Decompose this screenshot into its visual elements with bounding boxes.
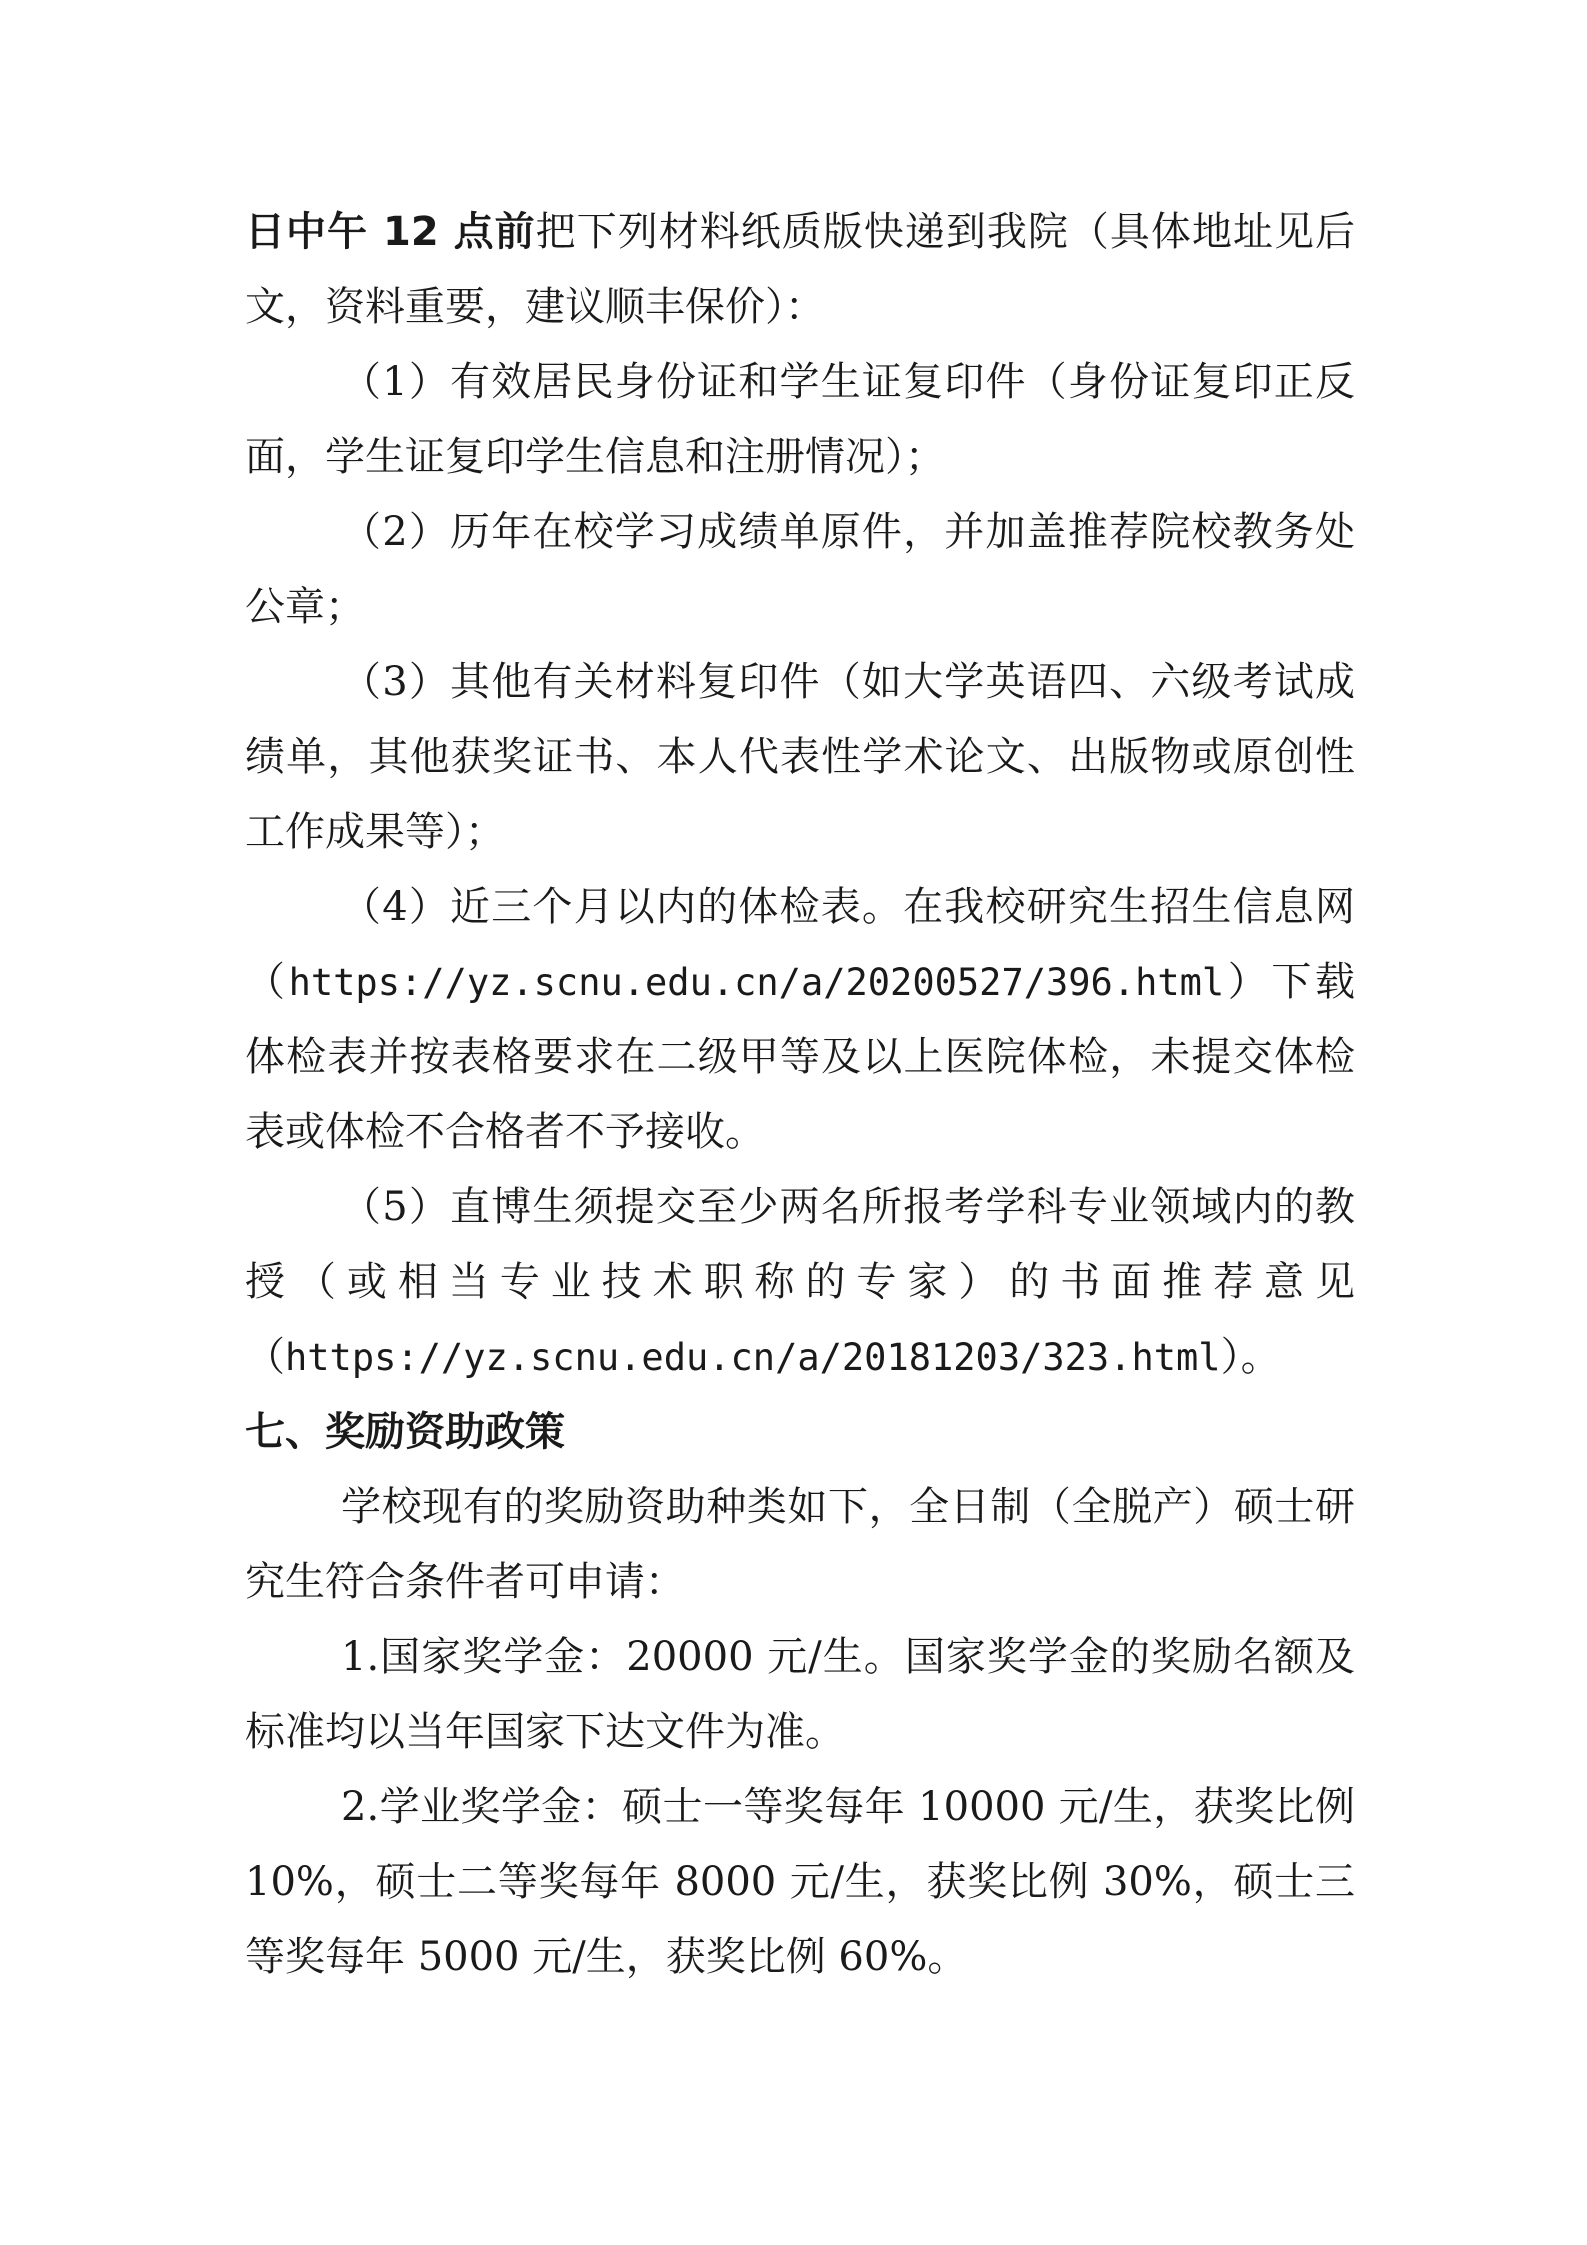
- item-5-text-b: ）。: [1220, 1334, 1281, 1380]
- section-7-intro: 学校现有的奖励资助种类如下，全日制（全脱产）硕士研究生符合条件者可申请：: [245, 1484, 1355, 1605]
- document-page: [245, 195, 1355, 1995]
- paragraph-deadline: [245, 195, 1355, 345]
- item-4-text-b: ）下载体检表并按表格要求在二级甲等及以上医院体检，未提交体检表或体检不合格者不予接收。: [245, 959, 1356, 1155]
- item-4-text-a: （4）近三个月以内的体检表。在我校研究生招生信息网（: [245, 884, 1355, 1005]
- paragraph-item-2: （2）历年在校学习成绩单原件，并加盖推荐院校教务处公章；: [245, 509, 1355, 630]
- paragraph-item-5: [245, 1170, 1355, 1395]
- paragraph-item-4: [245, 870, 1355, 1170]
- item-5-url: https://yz.scnu.edu.cn/a/20181203/323.html: [285, 1336, 1221, 1379]
- paragraph-item-1: （1）有效居民身份证和学生证复印件（身份证复印正反面，学生证复印学生信息和注册情况）；: [245, 359, 1355, 480]
- item-5-text-a: （5）直博生须提交至少两名所报考学科专业领域内的教授（或相当专业技术职称的专家）的书面推荐意见（: [245, 1184, 1355, 1380]
- item-4-url: https://yz.scnu.edu.cn/a/20200527/396.html: [288, 961, 1225, 1004]
- section-7-item-1: 1.国家奖学金：20000 元/生。国家奖学金的奖励名额及标准均以当年国家下达文件为准。: [245, 1634, 1355, 1755]
- paragraph-item-3: （3）其他有关材料复印件（如大学英语四、六级考试成绩单，其他获奖证书、本人代表性学术论文、出版物或原创性工作成果等）；: [245, 659, 1355, 855]
- deadline-bold-text: 日中午 12 点前: [245, 209, 536, 255]
- deadline-text: 把下列材料纸质版快递到我院（具体地址见后文，资料重要，建议顺丰保价）：: [245, 209, 1356, 330]
- section-7-item-2: 2.学业奖学金：硕士一等奖每年 10000 元/生，获奖比例 10%，硕士二等奖每年 8000 元/生，获奖比例 30%，硕士三等奖每年 5000 元/生，获奖比例 60%。: [245, 1784, 1355, 1980]
- section-7-heading: 七、奖励资助政策: [245, 1409, 565, 1455]
